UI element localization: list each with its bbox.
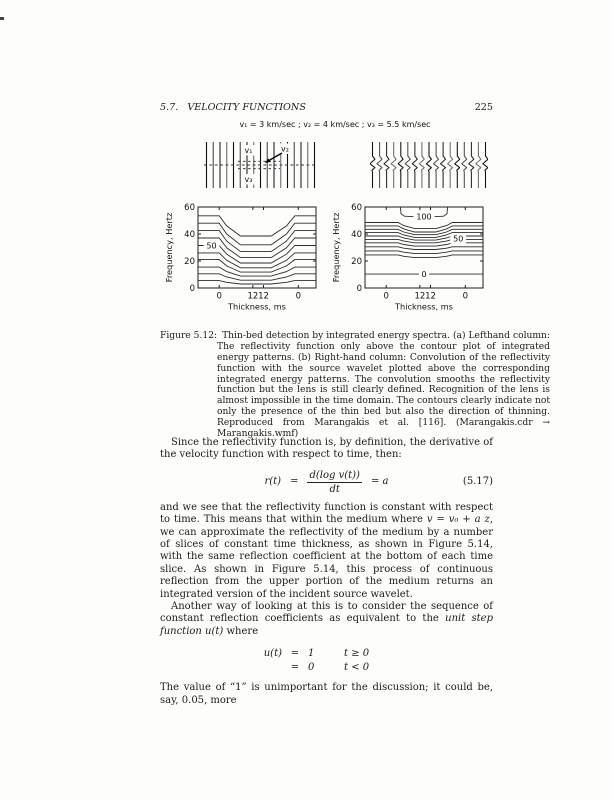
inline-math: v = v₀ + a z: [426, 514, 490, 526]
svg-text:12: 12: [247, 291, 259, 302]
section-title: VELOCITY FUNCTIONS: [187, 102, 306, 113]
svg-text:Thickness, ms: Thickness, ms: [228, 301, 286, 312]
unit-step-equation: [248, 647, 493, 674]
svg-text:50: 50: [206, 241, 217, 251]
svg-text:50: 50: [453, 234, 464, 244]
paragraph-text: Another way of looking at this is to consider the sequence of constant reflection coefficients as equivalent to the: [160, 601, 493, 625]
svg-text:12: 12: [425, 291, 436, 302]
eq-fraction: [307, 470, 361, 495]
figure-caption: [160, 331, 550, 439]
svg-text:12: 12: [414, 291, 426, 302]
contour-plot-right: [329, 202, 501, 317]
eq-denominator: dt: [329, 483, 340, 495]
wavelet-trace-panel: [370, 141, 488, 189]
eq-rhs: = a: [370, 476, 389, 488]
figure-caption-text: Thin-bed detection by integrated energy spectra. (a) Lefthand column: The reflectivity function only above the contour plot of integrated energy patterns. (b) Right-hand column: Convolution of the reflectivity function with the source wavelet plotted above the corresponding integrated energy patterns. The convolution smooths the reflectivity function but the lens is still clearly defined. Recognition of the lens is almost impossible in the time domain. The contours clearly indicate not only the presence of the thin bed but also the direction of thinning. Reproduced from Marangakis et al. [116]. (Marangakis.cdr → Marangakis.wmf): [217, 331, 550, 439]
eq-condition: t < 0: [344, 661, 370, 673]
page-header: [160, 102, 493, 113]
svg-text:20: 20: [184, 257, 195, 267]
eq-value: 1: [308, 648, 315, 660]
svg-text:0: 0: [295, 291, 302, 302]
svg-text:0: 0: [421, 270, 427, 280]
figure-caption-label: Figure 5.12:: [160, 331, 218, 342]
svg-text:Thickness, ms: Thickness, ms: [395, 301, 453, 312]
eq-numerator: d(log v(t)): [309, 469, 360, 481]
eq-lhs: r(t): [264, 476, 282, 488]
svg-text:60: 60: [351, 203, 362, 213]
svg-text:Frequency, Hertz: Frequency, Hertz: [164, 212, 174, 283]
inline-math: unit step function u(t): [160, 613, 493, 637]
section-number: 5.7.: [160, 102, 179, 113]
eq-equals: =: [290, 476, 299, 488]
paragraph-text: , we can approximate the reflectivity of the medium by a number of slices of constant time thickness, as shown in Figure 5.14, with the same reflection coefficient at the bottom of each time slice. As shown in Figure 5.14, this process of continuous reflection from the upper portion of the medium returns an integrated version of the incident source wavelet.: [160, 514, 493, 600]
svg-text:0: 0: [462, 291, 469, 302]
reflectivity-trace-panel: [204, 141, 317, 189]
svg-text:0: 0: [216, 291, 222, 302]
equation-number: (5.17): [462, 476, 493, 488]
svg-text:v₂: v₂: [281, 144, 289, 154]
page-number: 225: [474, 102, 493, 113]
paragraph-text: and we see that the reflectivity function is constant with respect to time. This means that within the medium where: [160, 501, 493, 526]
svg-text:0: 0: [383, 291, 389, 302]
eq-equals: =: [290, 661, 300, 673]
svg-text:100: 100: [416, 212, 432, 222]
running-head: [160, 102, 306, 113]
svg-text:40: 40: [351, 230, 362, 240]
svg-text:v₁: v₁: [244, 146, 253, 155]
svg-text:v₃: v₃: [244, 175, 253, 184]
svg-text:12: 12: [258, 291, 269, 302]
svg-text:0: 0: [356, 284, 362, 294]
equation-5-17: [160, 470, 493, 495]
eq-condition: t ≥ 0: [344, 648, 370, 660]
equation-row: [248, 661, 493, 675]
svg-text:40: 40: [184, 230, 195, 240]
contour-plot-left: [162, 202, 334, 317]
svg-text:0: 0: [189, 284, 195, 294]
eq-lhs: [248, 661, 282, 675]
eq-equals: =: [290, 648, 300, 660]
body-text-column: [160, 437, 493, 707]
paragraph: The value of “1” is unimportant for the discussion; it could be, say, 0.05, more: [160, 682, 493, 706]
eq-value: 0: [308, 661, 315, 673]
paragraph: [160, 601, 493, 638]
paragraph: Since the reflectivity function is, by definition, the derivative of the velocity function with respect to time, then:: [160, 437, 493, 461]
equation-row: [248, 647, 493, 661]
paragraph: [160, 502, 493, 601]
paragraph-text: where: [223, 625, 259, 637]
svg-text:60: 60: [184, 203, 195, 213]
scan-artifact: [0, 17, 4, 20]
eq-lhs: u(t): [263, 648, 282, 660]
svg-text:Frequency, Hertz: Frequency, Hertz: [331, 212, 341, 283]
velocity-values-label: v₁ = 3 km/sec ; v₂ = 4 km/sec ; v₃ = 5.5 km/sec: [239, 120, 431, 129]
svg-text:20: 20: [351, 257, 362, 267]
